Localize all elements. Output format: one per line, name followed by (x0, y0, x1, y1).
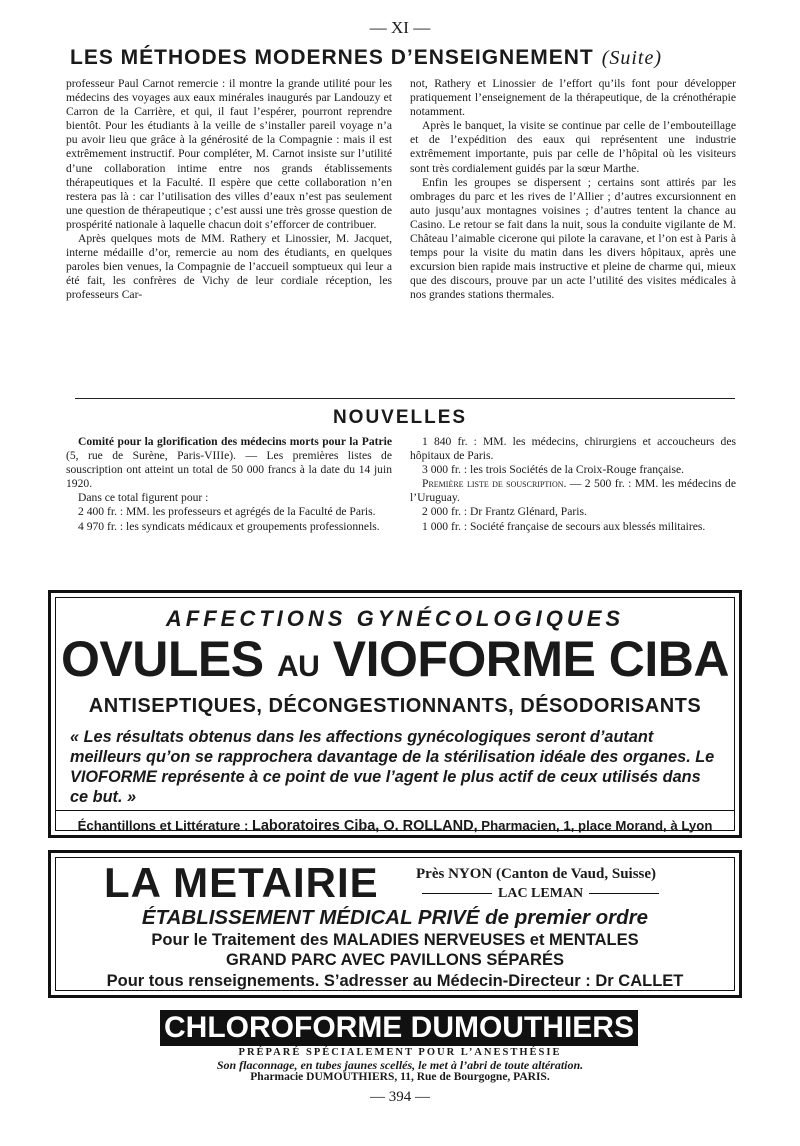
article-column-right (410, 77, 736, 303)
page-header-number: — XI — (369, 18, 431, 37)
article-paragraph: Après quelques mots de MM. Rathery et Linossier, M. Jacquet, interne médaille d’or, remercie au nom des étudiants, en quelques paroles bien venues, la Compagnie de l’accueil somptueux qui leur a été fait, les confrères de Vichy de leur cordiale réception, les professeurs Car- (66, 232, 392, 302)
ad-chloroforme-prepared: PRÉPARÉ SPÉCIALEMENT POUR L’ANESTHÉSIE (238, 1047, 562, 1058)
news-committee (66, 435, 392, 491)
ad-metairie-establishment: ÉTABLISSEMENT MÉDICAL PRIVÉ de premier ordre (141, 906, 649, 929)
ad-vioforme-quote: « Les résultats obtenus dans les affections gynécologiques seront d’autant meilleurs qu’on se rapprochera davantage de la stérilisation idéale des organes. Le VIOFORME représente à ce point de vue l’agent le plus actif de ceux utilisés dans ce but. » (70, 728, 715, 806)
news-column-right (410, 435, 736, 534)
ad-vioforme-brand-au: AU (276, 650, 320, 683)
article-paragraph: not, Rathery et Linossier de l’effort qu’ils font pour développer pratiquement l’enseignement de la thérapeutique, de la crénothérapie notamment. (410, 77, 736, 119)
ad-metairie-treatment: Pour le Traitement des MALADIES NERVEUSES et MENTALES (151, 931, 639, 949)
news-title: NOUVELLES (332, 407, 468, 428)
news-column-left (66, 435, 392, 534)
news-entry: 4 970 fr. : les syndicats médicaux et groupements professionnels. (78, 519, 380, 533)
ad-chloroforme-brand: CHLOROFORME DUMOUTHIERS (160, 1010, 638, 1046)
news-entry: 2 000 fr. : Dr Frantz Glénard, Paris. (422, 505, 587, 519)
page-footer-number: — 394 — (370, 1089, 430, 1105)
ad-chloroforme-packaging: Son flaconnage, en tubes jaunes scellés, le met à l’abri de toute altération. (216, 1058, 584, 1072)
section-title-text: LES MÉTHODES MODERNES D’ENSEIGNEMENT (70, 46, 594, 69)
news-first-list (410, 477, 736, 505)
ad-vioforme-address: Pharmacien, 1, place Morand, à Lyon (481, 818, 713, 833)
dash-rule (589, 893, 659, 894)
ad-metairie-brand: LA METAIRIE (104, 859, 379, 906)
ad-metairie-lake-text: LAC LEMAN (498, 886, 584, 901)
article-paragraph: Enfin les groupes se dispersent ; certains sont attirés par les ombrages du parc et les rives de l’Allier ; d’autres excursionnent en auto jusqu’aux montagnes voisines ; d’autres tentent la chance au Casino. Le retour se fait dans la nuit, sous la conduite vigilante de M. Château l’aimable cicerone qui pilote la caravane, et l’on est à Paris à temps pour la visite du matin dans les divers hôpitaux, après une excursion bien rapide mais instructive et pleine de charme qui, mieux que des discours, prouve par un acte l’utilité des visites médicales à nos grandes stations thermales. (410, 175, 736, 302)
ad-vioforme-footer (56, 818, 734, 834)
ad-chloroforme-pharmacy: Pharmacie DUMOUTHIERS, 11, Rue de Bourgogne, PARIS. (250, 1071, 550, 1083)
news-entry: 1 000 fr. : Société française de secours aux blessés militaires. (422, 519, 706, 533)
ad-separator (56, 810, 734, 811)
section-divider (75, 398, 735, 399)
ad-vioforme-lab: Laboratoires Ciba, O. ROLLAND, (252, 818, 478, 834)
advertisement-vioforme (48, 590, 742, 838)
ad-vioforme-properties: ANTISEPTIQUES, DÉCONGESTIONNANTS, DÉSODORISANTS (88, 695, 702, 717)
ad-vioforme-samples: Échantillons et Littérature : (77, 818, 249, 833)
advertisement-metairie (48, 850, 742, 998)
news-committee-name: Comité pour la glorification des médecins morts pour la Patrie (78, 435, 392, 448)
ad-inner-frame (55, 597, 735, 834)
ad-vioforme-brand (56, 631, 734, 695)
news-first-list-text: — 2 500 fr. : MM. les médecins de l’Uruguay. (410, 477, 736, 505)
ad-metairie-location: Près NYON (Canton de Vaud, Suisse) (416, 866, 657, 882)
news-entry: 2 400 fr. : MM. les professeurs et agrégés de la Faculté de Paris. (78, 505, 376, 519)
ad-vioforme-heading: AFFECTIONS GYNÉCOLOGIQUES (165, 606, 625, 631)
news-entry: 3 000 fr. : les trois Sociétés de la Croix-Rouge française. (422, 463, 685, 477)
section-suite: (Suite) (601, 47, 663, 69)
ad-metairie-park: GRAND PARC AVEC PAVILLONS SÉPARÉS (226, 951, 564, 969)
news-first-list-heading: Première liste de souscription. (422, 477, 567, 491)
article-paragraph: professeur Paul Carnot remercie : il montre la grande utilité pour les médecins des voyages aux eaux minérales inaugurés par Landouzy et Carron de la Carrière, et qui, il faut l’espérer, pourront reprendre bientôt. Pour les étudiants à la veille de s’installer pareil voyage n’a pu avoir lieu que grâce à la générosité de la Compagnie : mais il est extrêmement instructif. Pour compléter, M. Carnot insiste sur l’utilité d’une collaboration intime entre nos grands établissements thérapeutiques et la Faculté. Il espère que cette collaboration n’en restera pas là : car l’utilisation des villes d’eaux n’est pas seulement une question de thérapeutique ; c’est aussi une très grosse question de prospérité nationale à laquelle chacun doit s’efforcer de contribuer. (66, 77, 392, 231)
ad-metairie-contact: Pour tous renseignements. S’adresser au Médecin-Directeur : Dr CALLET (106, 972, 684, 990)
section-title (70, 46, 750, 70)
news-total-label: Dans ce total figurent pour : (78, 491, 209, 505)
article-paragraph: Après le banquet, la visite se continue par celle de l’embouteillage et de l’expédition des eaux qui représentent une industrie extrêmement importante, puis par celle de l’hôpital où les visiteurs sont très cordialement guidés par la sœur Marthe. (410, 119, 736, 175)
ad-vioforme-brand-a: OVULES (60, 631, 264, 687)
article-column-left (66, 77, 392, 303)
news-committee-text: (5, rue de Surène, Paris-VIIIe). — Les premières listes de souscription ont atteint un total de 50 000 francs à la date du 14 juin 1920. (66, 449, 392, 491)
ad-inner-frame (55, 857, 735, 991)
ad-vioforme-brand-b: VIOFORME CIBA (332, 631, 730, 687)
ad-metairie-lake (416, 886, 665, 902)
news-entry: 1 840 fr. : MM. les médecins, chirurgiens et accoucheurs des hôpitaux de Paris. (410, 435, 736, 463)
dash-rule (422, 893, 492, 894)
